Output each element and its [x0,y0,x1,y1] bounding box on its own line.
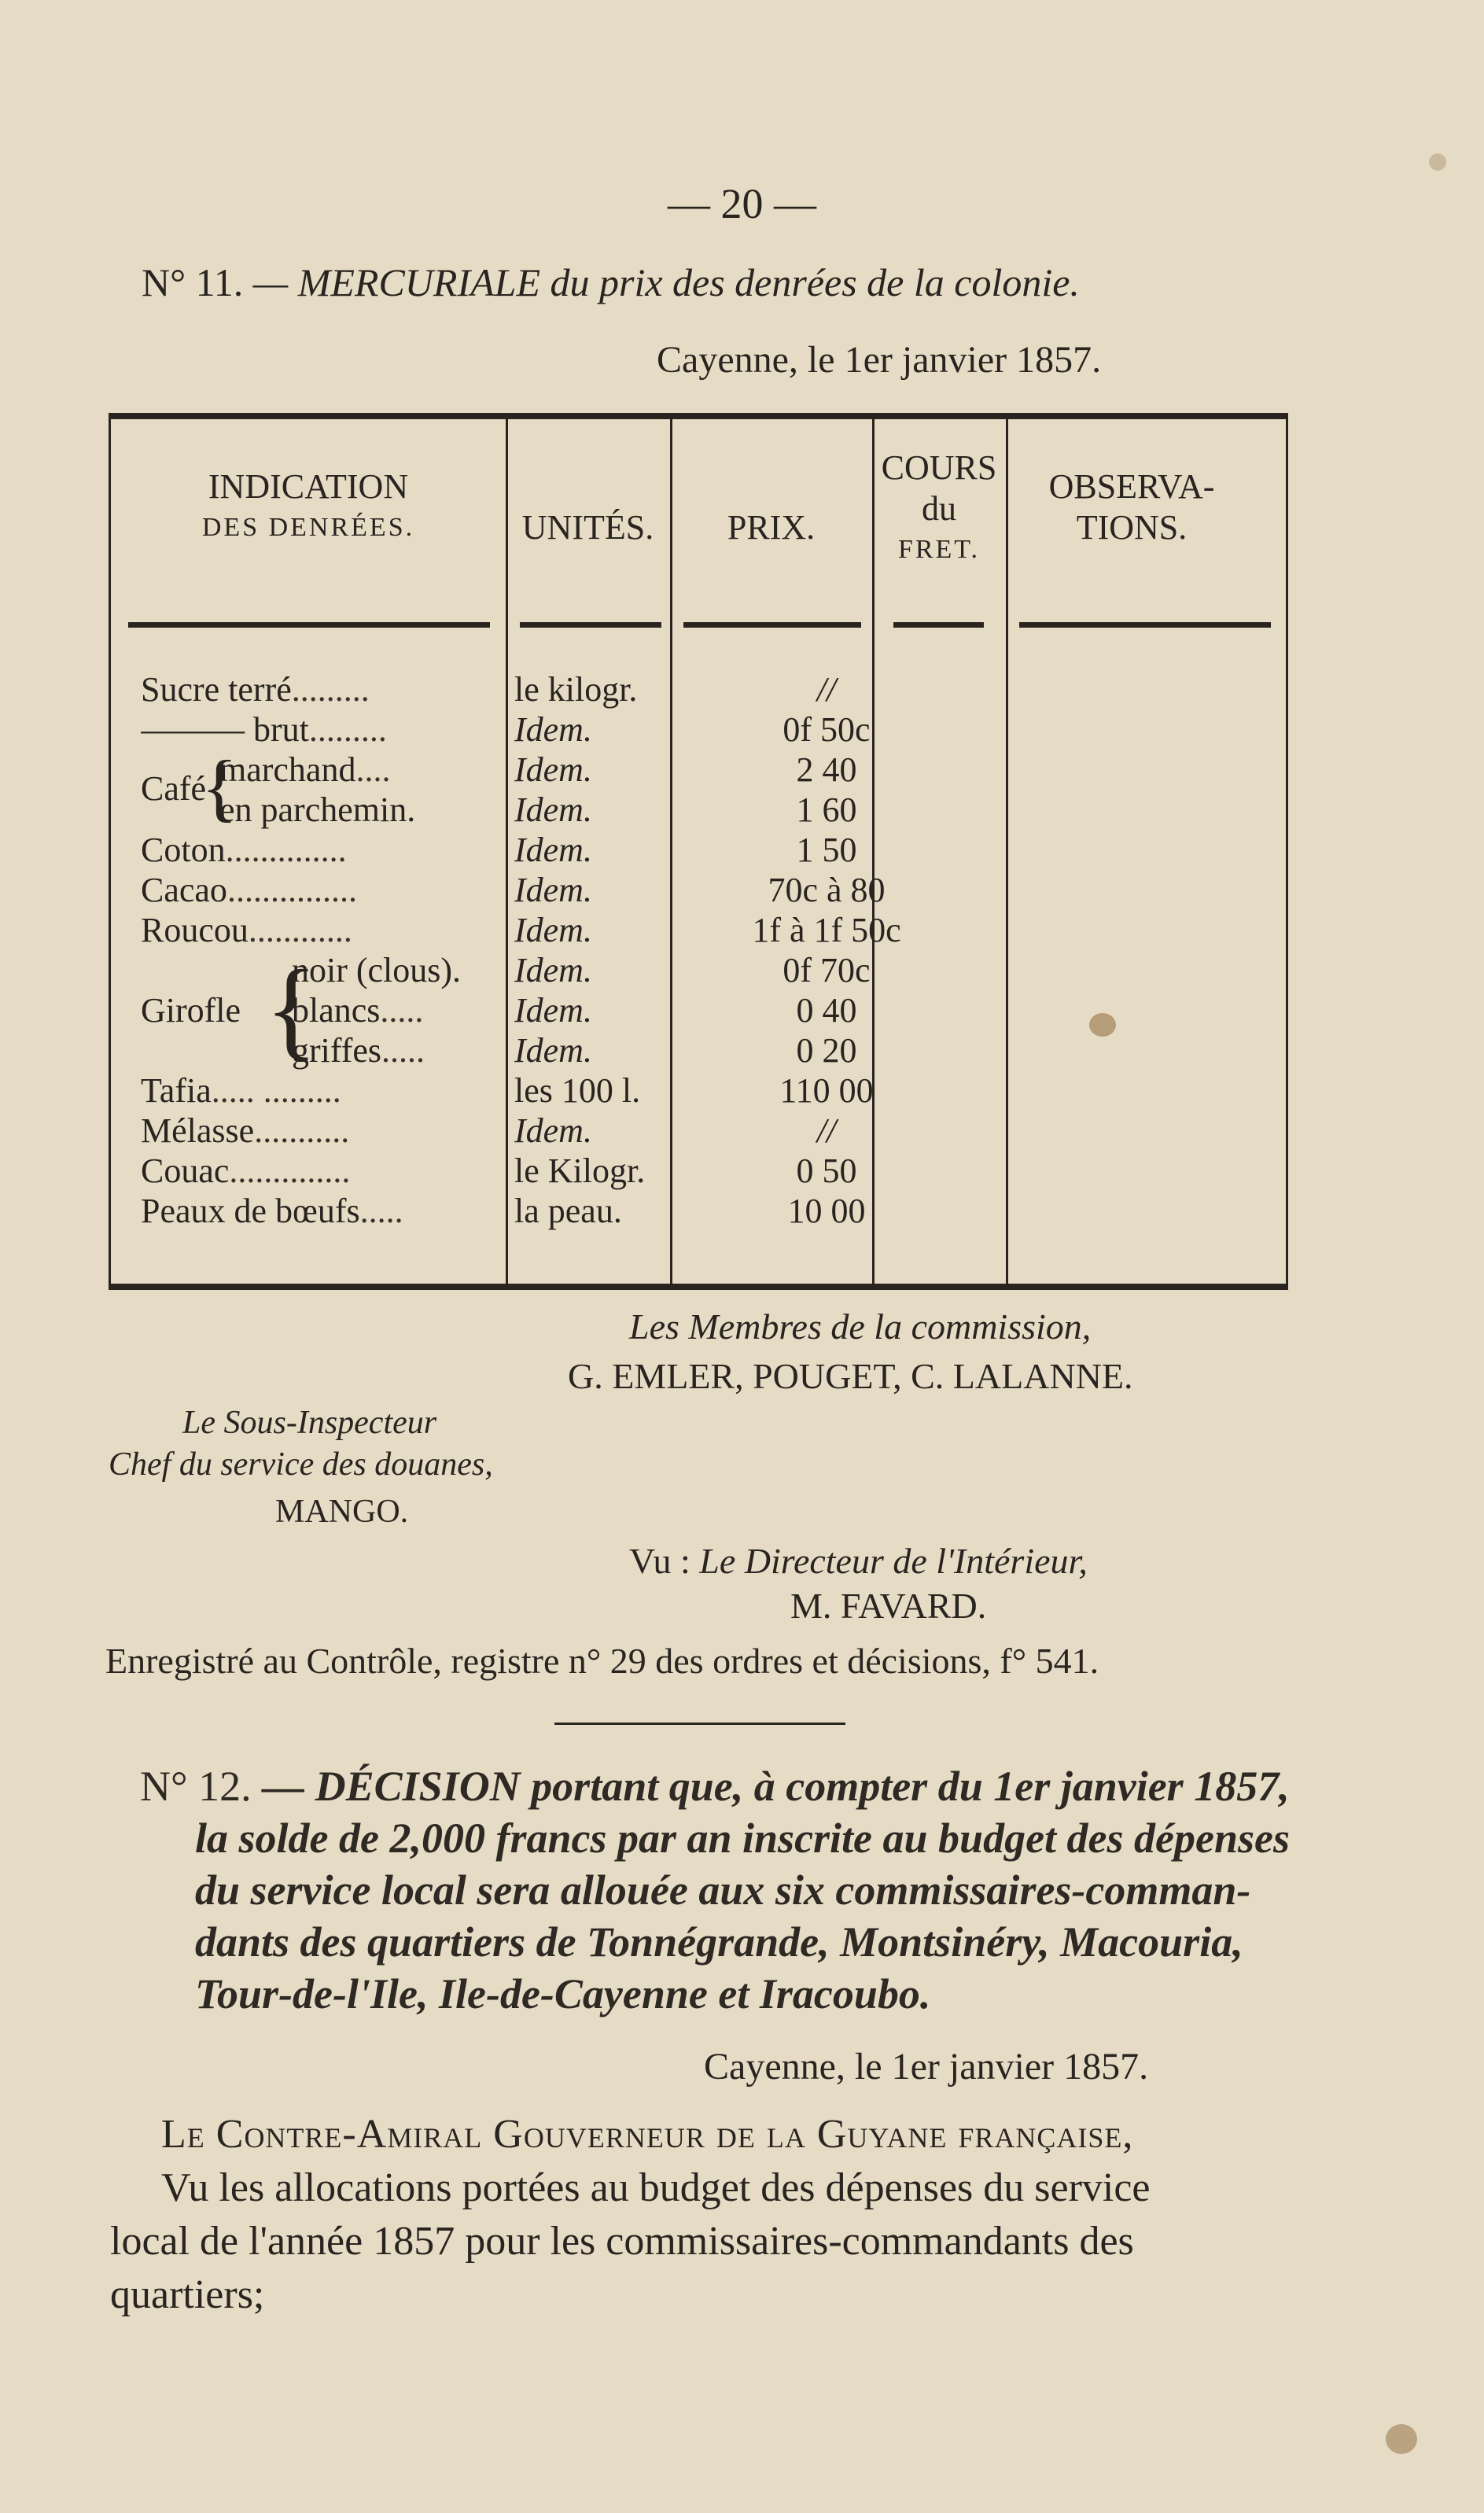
row-prix: 70c à 80 [768,871,886,909]
row-unit: la peau. [514,1192,622,1230]
body-line1: Vu les allocations portées au budget des dépenses du service [161,2165,1151,2210]
decision-line3: du service local sera allouée aux six commissaires-comman- [195,1866,1251,1914]
header-rule [893,622,984,628]
row-prix: 0f 50c [783,710,871,749]
row-prix: 1 50 [796,831,857,869]
row-unit: Idem. [514,871,592,909]
row-unit: Idem. [514,951,592,989]
row-name: Tafia [141,1071,212,1110]
row-unit: le kilogr. [514,670,638,709]
doc-title [142,260,1080,305]
row-name: noir (clous). [292,951,462,989]
table-row: Sucre terré......... le kilogr. // [111,669,1286,709]
row-unit: les 100 l. [514,1071,641,1110]
stain [1089,1013,1116,1037]
sous-inspecteur-name: MANGO. [275,1494,409,1530]
stain [1429,153,1446,171]
vu-title: Le Directeur de l'Intérieur, [699,1541,1088,1581]
header-rule [683,622,861,628]
row-unit: Idem. [514,710,592,749]
row-name: blancs [292,991,381,1030]
table-row: marchand.... Idem. 2 40 [111,750,1286,790]
row-name: Mélasse [141,1111,255,1150]
table-row: ——— brut......... Idem. 0f 50c [111,709,1286,750]
header-unites: UNITÉS. [521,508,654,547]
row-name: griffes [292,1031,382,1070]
row-prix: 1f à 1f 50c [752,911,901,949]
vu-prefix: Vu : [629,1541,690,1581]
decision-line4: dants des quartiers de Tonnégrande, Montsinéry, Macouria, [195,1918,1243,1966]
row-name: ——— brut [141,710,309,749]
row-unit: Idem. [514,831,592,869]
row-unit: Idem. [514,1031,592,1070]
decision-line1: — DÉCISION portant que, à compter du 1er janvier 1857, [262,1763,1290,1810]
header-rule [520,622,661,628]
table-row: Cacao............... Idem. 70c à 80 [111,870,1286,910]
header-cours-fret: COURS du FRET. [881,448,997,564]
header-prix: PRIX. [727,508,816,547]
enregistre-line: Enregistré au Contrôle, registre n° 29 des ordres et décisions, f° 541. [105,1641,1099,1681]
group-label-girofle: Girofle [141,991,241,1030]
stain [1386,2424,1417,2454]
header-rule [1019,622,1271,628]
row-prix: 10 00 [787,1192,866,1230]
row-name: Peaux de bœufs [141,1192,360,1230]
place-date: Cayenne, le 1er janvier 1857. [657,339,1102,381]
commission-names: G. EMLER, POUGET, C. LALANNE. [568,1356,1133,1396]
table-row: blancs..... Idem. 0 40 [111,990,1286,1030]
row-prix: // [816,1111,837,1150]
row-prix: 0 40 [796,991,857,1030]
doc-title-text: — MERCURIALE du prix des denrées de la colonie. [252,260,1080,304]
row-unit: Idem. [514,911,592,949]
table-row: Coton.............. Idem. 1 50 [111,830,1286,870]
row-prix: 0 50 [796,1151,857,1190]
table-row: Mélasse........... Idem. // [111,1111,1286,1151]
decision-heading [140,1760,1296,2020]
decision-line5: Tour-de-l'Ile, Ile-de-Cayenne et Iracoubo. [195,1970,931,2017]
row-name: marchand [219,750,356,789]
row-prix: 0 20 [796,1031,857,1070]
row-name: Coton [141,831,226,869]
section-divider [554,1723,845,1725]
decision-line2: la solde de 2,000 francs par an inscrite au budget des dépenses [195,1815,1291,1862]
row-unit: Idem. [514,790,592,829]
body-line2: local de l'année 1857 pour les commissaires-commandants des [110,2219,1134,2264]
decision-number: N° 12. [140,1763,252,1810]
row-name: Roucou [141,911,249,949]
page-number: — 20 — [668,180,816,227]
table-row: griffes..... Idem. 0 20 [111,1030,1286,1070]
header-rule [128,622,490,628]
commission-title: Les Membres de la commission, [629,1306,1092,1347]
sous-inspecteur-line1: Le Sous-Inspecteur [182,1405,437,1441]
row-unit: le Kilogr. [514,1151,646,1190]
row-prix: 0f 70c [783,951,871,989]
header-observations: OBSERVA- TIONS. [1048,467,1215,547]
row-unit: Idem. [514,750,592,789]
group-label-cafe: Café [141,769,207,808]
brace-cafe: { [201,745,238,829]
sous-inspecteur-line2: Chef du service des douanes, [109,1446,493,1483]
row-prix: // [816,670,837,709]
decision-place-date: Cayenne, le 1er janvier 1857. [704,2046,1149,2087]
row-prix: 2 40 [796,750,857,789]
brace-girofle: { [265,948,319,1070]
row-name: Cacao [141,871,227,909]
row-prix: 1 60 [796,790,857,829]
governor-line: Le Contre-Amiral Gouverneur de la Guyane française, [161,2112,1134,2157]
body-line3: quartiers; [110,2272,265,2317]
mercuriale-table [109,413,1288,1290]
row-name: Sucre terré [141,670,292,709]
table-row: Tafia..... ......... les 100 l. 110 00 [111,1070,1286,1111]
table-row [111,790,1286,830]
vu-line [629,1540,1088,1582]
header-indication: INDICATION DES DENRÉES. [201,467,415,542]
row-name: Couac [141,1151,230,1190]
row-unit: Idem. [514,1111,592,1150]
row-name: en parchemin. [219,790,416,829]
doc-number: N° 11. [142,260,244,304]
vu-name: M. FAVARD. [790,1586,987,1626]
table-row: Roucou............ Idem. 1f à 1f 50c [111,910,1286,950]
row-prix: 110 00 [779,1071,874,1110]
table-row: Couac.............. le Kilogr. 0 50 [111,1151,1286,1191]
table-row: Peaux de bœufs..... la peau. 10 00 [111,1191,1286,1231]
row-unit: Idem. [514,991,592,1030]
